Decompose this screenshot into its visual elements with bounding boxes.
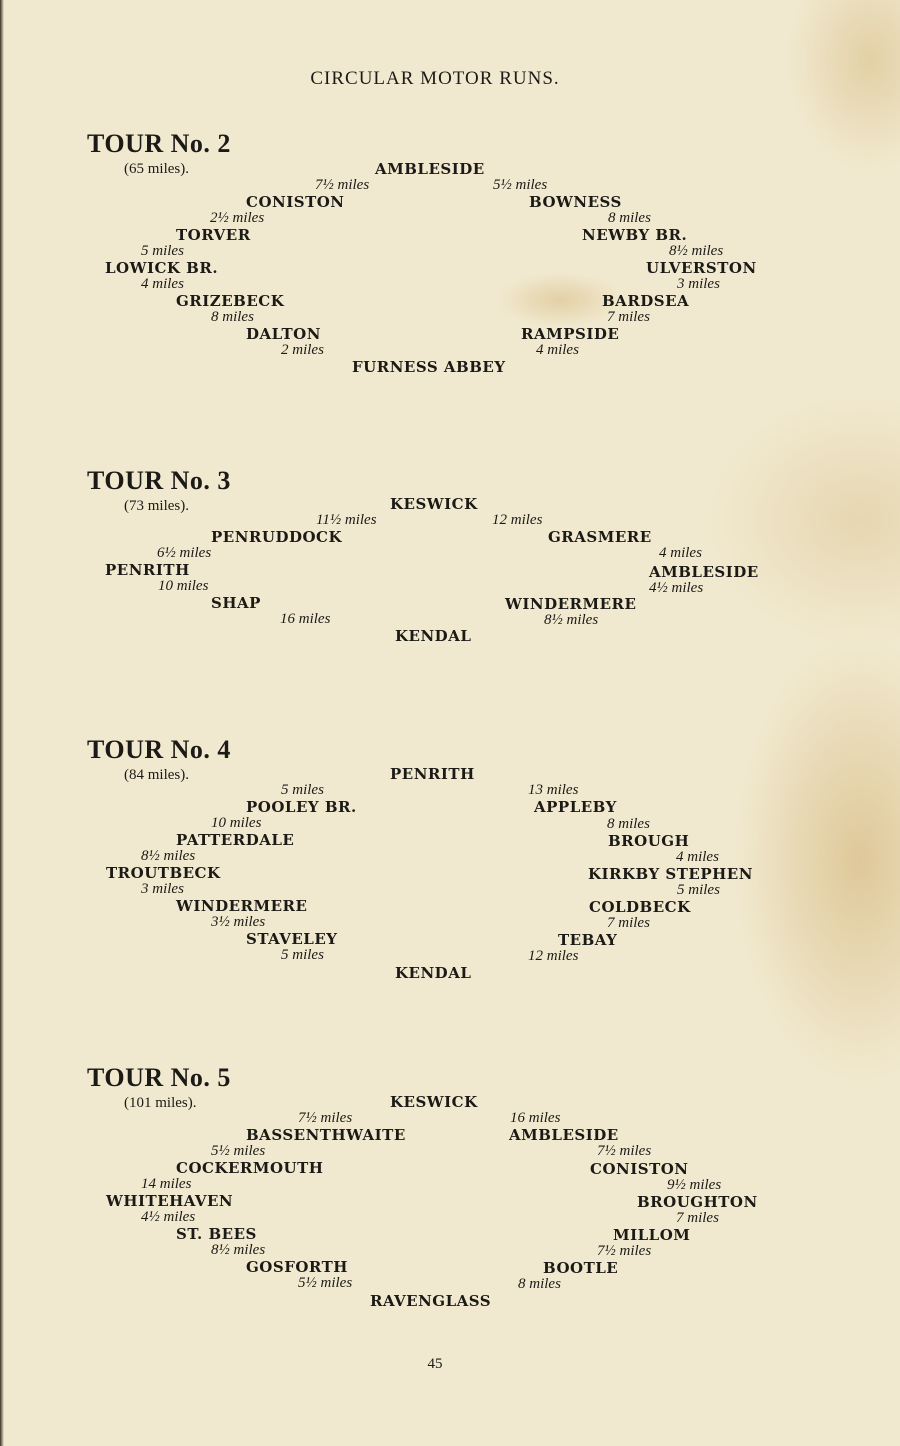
miles-label: 2 miles [281, 342, 324, 358]
place-name: ULVERSTON [646, 259, 757, 277]
place-name: GRIZEBECK [176, 292, 285, 310]
miles-label: 3 miles [141, 881, 184, 897]
miles-label: 7½ miles [597, 1143, 652, 1159]
miles-label: 11½ miles [316, 512, 377, 528]
place-name: TORVER [176, 226, 251, 244]
place-name: CONISTON [246, 193, 345, 211]
miles-label: 16 miles [280, 611, 331, 627]
place-name: PATTERDALE [176, 831, 295, 849]
place-name: BROUGHTON [637, 1193, 758, 1211]
miles-label: 7 miles [607, 915, 650, 931]
place-name: NEWBY BR. [582, 226, 688, 244]
tour-title: TOUR No. 2 [87, 129, 231, 158]
place-name: DALTON [246, 325, 321, 343]
miles-label: 7½ miles [298, 1110, 353, 1126]
miles-label: 4½ miles [141, 1209, 196, 1225]
place-name: AMBLESIDE [375, 160, 485, 178]
place-name: KESWICK [390, 495, 478, 513]
place-name: GRASMERE [548, 528, 652, 546]
place-name: RAVENGLASS [370, 1292, 492, 1310]
miles-label: 4 miles [659, 545, 702, 561]
place-name: BASSENTHWAITE [246, 1126, 406, 1144]
miles-label: 6½ miles [157, 545, 212, 561]
miles-label: 7 miles [607, 309, 650, 325]
miles-label: 8 miles [211, 309, 254, 325]
binding-edge [0, 0, 4, 1446]
miles-label: 12 miles [492, 512, 543, 528]
miles-label: 8½ miles [211, 1242, 266, 1258]
miles-label: 10 miles [211, 815, 262, 831]
place-name: POOLEY BR. [246, 798, 357, 816]
miles-label: 4½ miles [649, 580, 704, 596]
miles-label: 3 miles [677, 276, 720, 292]
place-name: FURNESS ABBEY [352, 358, 506, 376]
miles-label: 4 miles [676, 849, 719, 865]
place-name: BOOTLE [543, 1259, 619, 1277]
miles-label: 7 miles [676, 1210, 719, 1226]
miles-label: 5 miles [677, 882, 720, 898]
place-name: KENDAL [395, 627, 472, 645]
place-name: MILLOM [613, 1226, 691, 1244]
miles-label: 8 miles [518, 1276, 561, 1292]
miles-label: 8½ miles [544, 612, 599, 628]
place-name: KESWICK [390, 1093, 478, 1111]
miles-label: 16 miles [510, 1110, 561, 1126]
place-name: PENRITH [390, 765, 475, 783]
miles-label: 5½ miles [211, 1143, 266, 1159]
place-name: BOWNESS [529, 193, 622, 211]
tour-title: TOUR No. 4 [87, 735, 231, 764]
tour-distance: (84 miles). [124, 767, 189, 783]
miles-label: 13 miles [528, 782, 579, 798]
place-name: GOSFORTH [246, 1258, 348, 1276]
place-name: TROUTBECK [106, 864, 221, 882]
place-name: ST. BEES [176, 1225, 257, 1243]
place-name: PENRITH [105, 561, 190, 579]
tour-distance: (73 miles). [124, 498, 189, 514]
place-name: KIRKBY STEPHEN [588, 865, 753, 883]
page-number: 45 [427, 1356, 443, 1372]
miles-label: 4 miles [536, 342, 579, 358]
place-name: LOWICK BR. [105, 259, 219, 277]
miles-label: 5½ miles [493, 177, 548, 193]
miles-label: 8½ miles [669, 243, 724, 259]
place-name: AMBLESIDE [509, 1126, 619, 1144]
place-name: WHITEHAVEN [106, 1192, 234, 1210]
place-name: KENDAL [395, 964, 472, 982]
tour-title: TOUR No. 3 [87, 466, 231, 495]
place-name: COLDBECK [589, 898, 691, 916]
miles-label: 8½ miles [141, 848, 196, 864]
miles-label: 7½ miles [597, 1243, 652, 1259]
miles-label: 12 miles [528, 948, 579, 964]
miles-label: 7½ miles [315, 177, 370, 193]
place-name: COCKERMOUTH [176, 1159, 324, 1177]
place-name: CONISTON [590, 1160, 689, 1178]
miles-label: 9½ miles [667, 1177, 722, 1193]
miles-label: 10 miles [158, 578, 209, 594]
place-name: RAMPSIDE [521, 325, 620, 343]
miles-label: 8 miles [607, 816, 650, 832]
place-name: PENRUDDOCK [211, 528, 343, 546]
place-name: BARDSEA [602, 292, 690, 310]
miles-label: 5½ miles [298, 1275, 353, 1291]
miles-label: 14 miles [141, 1176, 192, 1192]
place-name: BROUGH [608, 832, 690, 850]
miles-label: 4 miles [141, 276, 184, 292]
page-header: CIRCULAR MOTOR RUNS. [310, 68, 560, 89]
tour-distance: (101 miles). [124, 1095, 197, 1111]
miles-label: 5 miles [281, 947, 324, 963]
miles-label: 8 miles [608, 210, 651, 226]
place-name: STAVELEY [246, 930, 338, 948]
tour-distance: (65 miles). [124, 161, 189, 177]
place-name: SHAP [211, 594, 261, 612]
miles-label: 2½ miles [210, 210, 265, 226]
place-name: TEBAY [558, 931, 618, 949]
miles-label: 3½ miles [211, 914, 266, 930]
miles-label: 5 miles [281, 782, 324, 798]
place-name: AMBLESIDE [649, 563, 759, 581]
miles-label: 5 miles [141, 243, 184, 259]
place-name: APPLEBY [534, 798, 617, 816]
place-name: WINDERMERE [176, 897, 308, 915]
tour-title: TOUR No. 5 [87, 1063, 231, 1092]
place-name: WINDERMERE [505, 595, 637, 613]
